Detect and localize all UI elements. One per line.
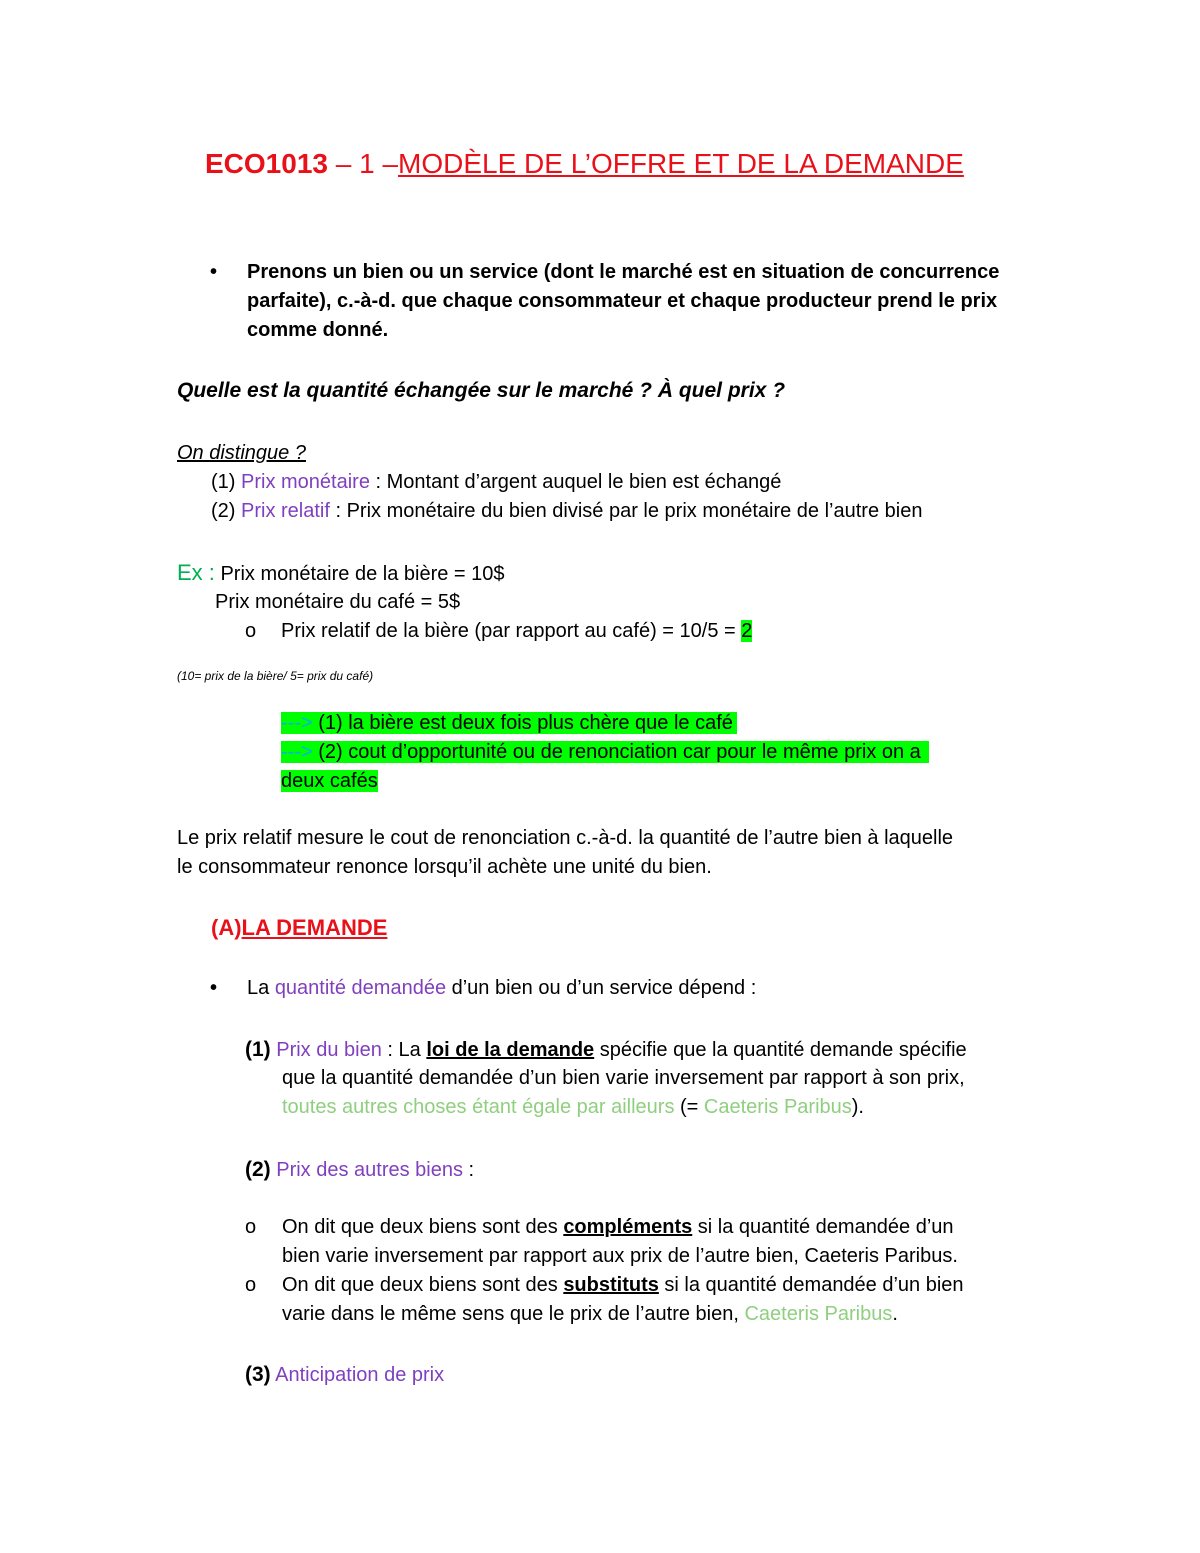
- factor-number: (3): [245, 1363, 271, 1386]
- definition-text: : Prix monétaire du bien divisé par le prix monétaire de l’autre bien: [329, 500, 923, 522]
- factor-2-heading: [245, 1155, 474, 1185]
- title-separator: – 1 –: [327, 148, 399, 179]
- text: On dit que deux biens sont des: [282, 1216, 564, 1238]
- term-complements: compléments: [563, 1216, 693, 1238]
- highlight-text: deux cafés: [281, 770, 378, 792]
- caeteris-paribus-term: Caeteris Paribus: [744, 1303, 893, 1325]
- factor-number: (1): [245, 1038, 271, 1061]
- distinction-item-2: [211, 497, 922, 526]
- text: si la quantité demandée d’un: [692, 1216, 954, 1238]
- text: ).: [851, 1096, 864, 1118]
- example-line-1: [177, 558, 505, 589]
- text: d’un bien ou d’un service dépend :: [446, 977, 757, 999]
- intro-line-2: parfaite), c.-à-d. que chaque consommateur et chaque producteur prend le prix: [247, 290, 998, 312]
- question-heading: Quelle est la quantité échangée sur le marché ? À quel prix ?: [177, 379, 786, 402]
- highlight-line-3: [281, 767, 378, 796]
- complements-line-1: [282, 1213, 954, 1242]
- term-prix-relatif: Prix relatif: [241, 500, 330, 522]
- text: : La: [381, 1039, 427, 1061]
- term-substituts: substituts: [563, 1274, 659, 1296]
- term-anticipation-de-prix: Anticipation de prix: [275, 1364, 445, 1386]
- text: (=: [674, 1096, 704, 1118]
- highlight-text: (1) la bière est deux fois plus chère que le café: [312, 712, 733, 734]
- sub-bullet: o: [245, 1216, 257, 1238]
- text: .: [892, 1303, 898, 1325]
- term-quantite-demandee: quantité demandée: [274, 977, 447, 999]
- text: :: [463, 1159, 475, 1181]
- term-prix-des-autres-biens: Prix des autres biens: [276, 1159, 463, 1181]
- page-title: [205, 146, 964, 182]
- substituts-line-1: [282, 1271, 964, 1300]
- relative-def-line-1: Le prix relatif mesure le cout de renonciation c.-à-d. la quantité de l’autre bien à laquelle: [177, 827, 954, 849]
- item-number: (1): [211, 471, 236, 493]
- substituts-line-2: [282, 1300, 898, 1329]
- example-line-2: Prix monétaire du café = 5$: [215, 591, 461, 613]
- sub-bullet: o: [245, 620, 257, 642]
- term-prix-monetaire: Prix monétaire: [241, 471, 370, 493]
- text: si la quantité demandée d’un bien: [658, 1274, 964, 1296]
- arrow-icon: --->: [281, 741, 313, 763]
- term-loi-de-la-demande: loi de la demande: [426, 1039, 595, 1061]
- factor-1-line-2: que la quantité demandée d’un bien varie inversement par rapport à son prix,: [282, 1067, 965, 1089]
- highlight-line-2: [281, 738, 929, 767]
- ceteris-paribus-phrase: toutes autres choses étant égale par ailleurs: [282, 1096, 675, 1118]
- factor-3-heading: [245, 1360, 444, 1390]
- distinction-heading: On distingue ?: [177, 442, 306, 464]
- demand-intro: [247, 974, 756, 1003]
- text: varie dans le même sens que le prix de l’autre bien,: [282, 1303, 745, 1325]
- title-main: MODÈLE DE L’OFFRE ET DE LA DEMANDE: [398, 148, 964, 179]
- example-text: Prix relatif de la bière (par rapport au café) = 10/5 =: [281, 620, 742, 642]
- example-text: Prix monétaire de la bière = 10$: [214, 563, 505, 585]
- complements-line-2: bien varie inversement par rapport aux prix de l’autre bien, Caeteris Paribus.: [282, 1245, 958, 1267]
- highlighted-result: 2: [741, 620, 753, 642]
- factor-number: (2): [245, 1158, 271, 1181]
- highlight-text: (2) cout d’opportunité ou de renonciation car pour le même prix on a: [312, 741, 921, 763]
- section-label: (A): [211, 915, 242, 940]
- section-title: LA DEMANDE: [241, 915, 388, 940]
- term-prix-du-bien: Prix du bien: [276, 1039, 382, 1061]
- section-heading-demande: [211, 913, 387, 942]
- text: spécifie que la quantité demande spécifie: [594, 1039, 967, 1061]
- course-code: ECO1013: [205, 148, 328, 179]
- caeteris-paribus-term: Caeteris Paribus: [703, 1096, 852, 1118]
- example-note: (10= prix de la bière/ 5= prix du café): [177, 669, 374, 683]
- bullet-dot: •: [210, 977, 218, 999]
- text: La: [247, 977, 275, 999]
- example-line-3: [281, 617, 752, 646]
- arrow-icon: --->: [281, 712, 313, 734]
- intro-line-1: Prenons un bien ou un service (dont le marché est en situation de concurrence: [247, 261, 1000, 283]
- example-label: Ex :: [177, 560, 215, 585]
- intro-line-3: comme donné.: [247, 319, 389, 341]
- highlight-line-1: [281, 709, 737, 738]
- factor-1-line-1: [245, 1035, 967, 1065]
- relative-def-line-2: le consommateur renonce lorsqu’il achète une unité du bien.: [177, 856, 712, 878]
- definition-text: : Montant d’argent auquel le bien est échangé: [369, 471, 782, 493]
- item-number: (2): [211, 500, 236, 522]
- distinction-item-1: [211, 468, 781, 497]
- text: On dit que deux biens sont des: [282, 1274, 564, 1296]
- sub-bullet: o: [245, 1274, 257, 1296]
- bullet-dot: •: [210, 261, 218, 283]
- factor-1-line-3: [282, 1093, 864, 1122]
